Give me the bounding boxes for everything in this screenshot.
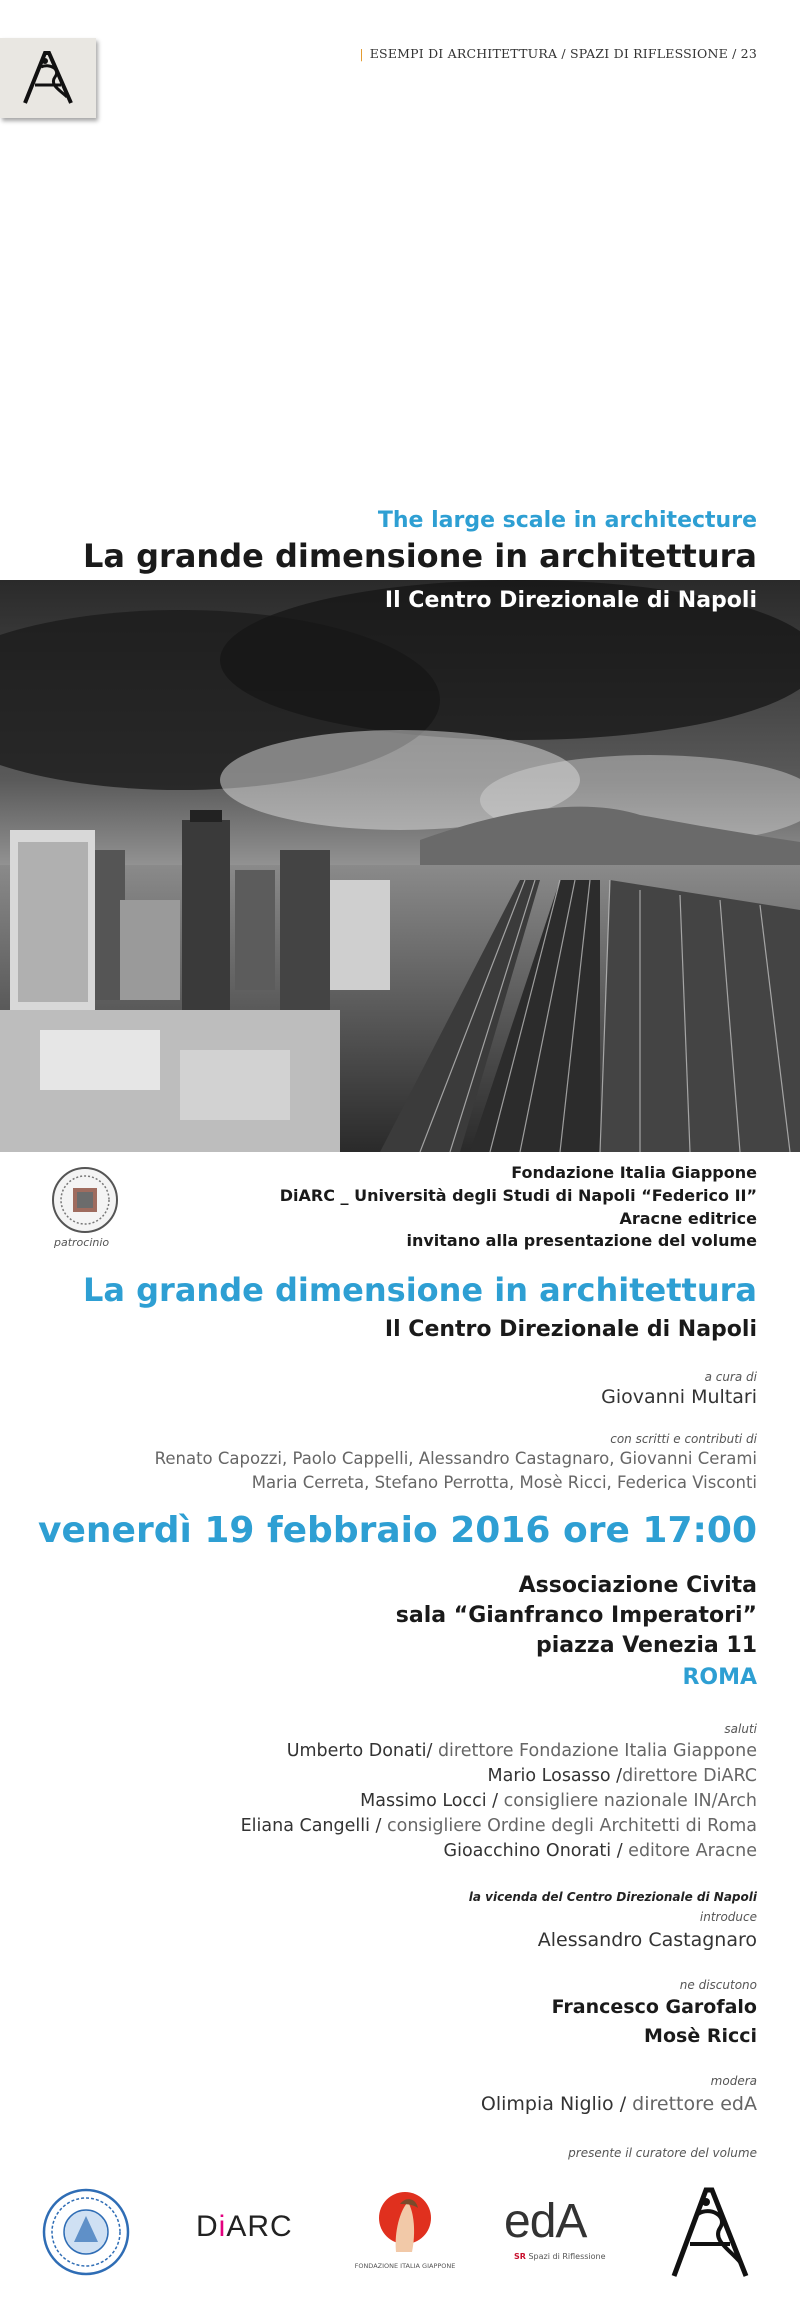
moderator-name: Olimpia Niglio / — [480, 2093, 633, 2115]
greeting-line — [287, 1741, 757, 1761]
greeting-name: Massimo Locci / — [360, 1791, 504, 1811]
fig-logo-text: FONDAZIONE ITALIA GIAPPONE — [354, 2262, 456, 2270]
discussant-name-1: Francesco Garofalo — [551, 1996, 757, 2018]
greeting-name: Mario Losasso / — [487, 1766, 623, 1786]
greetings-label: saluti — [724, 1722, 757, 1736]
discussant-name-2: Mosè Ricci — [644, 2025, 757, 2047]
venue-line-1: Associazione Civita — [518, 1573, 757, 1598]
publisher-logo-badge — [0, 38, 96, 118]
greeting-role: editore Aracne — [628, 1841, 757, 1861]
cover-title: La grande dimensione in architettura — [83, 537, 757, 575]
greeting-role: direttore DiARC — [622, 1766, 757, 1786]
eda-logo — [502, 2194, 612, 2274]
greeting-name: Gioacchino Onorati / — [443, 1841, 629, 1861]
organizer-line-4: invitano alla presentazione del volume — [406, 1231, 757, 1250]
moderator-line — [481, 2093, 757, 2115]
series-divider: | — [359, 46, 364, 61]
organizer-line-2: DiARC _ Università degli Studi di Napoli “Federico II” — [279, 1186, 757, 1205]
introducer-name: Alessandro Castagnaro — [537, 1929, 757, 1951]
introduce-label: introduce — [699, 1910, 757, 1924]
organizer-line-1: Fondazione Italia Giappone — [511, 1163, 757, 1182]
patronage-label: patrocinio — [54, 1236, 110, 1249]
authors-line-2: Maria Cerreta, Stefano Perrotta, Mosè Ricci, Federica Visconti — [251, 1473, 757, 1492]
aracne-a-footer-logo-icon — [666, 2182, 754, 2282]
eda-sub-text: Spazi di Riflessione — [525, 2252, 606, 2261]
greeting-line — [241, 1816, 757, 1836]
eda-logo-word: edA — [504, 2195, 587, 2248]
greeting-line — [488, 1766, 757, 1786]
footer-logos — [0, 2180, 800, 2290]
greeting-role: consigliere nazionale IN/Arch — [503, 1791, 757, 1811]
diarc-logo — [196, 2210, 293, 2244]
university-seal-icon — [42, 2188, 130, 2276]
greeting-line — [360, 1791, 757, 1811]
series-header — [359, 46, 757, 61]
aracne-a-logo-icon — [15, 45, 81, 111]
cover-photo — [0, 580, 800, 1152]
eda-sr: SR — [514, 2252, 526, 2261]
curator-present-note: presente il curatore del volume — [568, 2146, 757, 2160]
venue-line-3: piazza Venezia 11 — [535, 1633, 757, 1658]
greeting-name: Eliana Cangelli / — [240, 1816, 388, 1836]
moderator-role: direttore edA — [632, 2093, 757, 2115]
organizer-line-3: Aracne editrice — [619, 1209, 757, 1228]
diarc-logo-arc: ARC — [226, 2210, 293, 2243]
moderator-label: modera — [710, 2074, 757, 2088]
fig-emblem-icon — [350, 2182, 460, 2262]
greeting-name: Umberto Donati/ — [286, 1741, 433, 1761]
venue-line-2: sala “Gianfranco Imperatori” — [395, 1603, 757, 1628]
cover-caption: Il Centro Direzionale di Napoli — [384, 588, 757, 613]
discussants-label: ne discutono — [679, 1978, 757, 1992]
fondazione-italia-giappone-logo — [350, 2182, 460, 2282]
event-datetime: venerdì 19 febbraio 2016 ore 17:00 — [38, 1510, 757, 1551]
city-skyline-photo — [0, 580, 800, 1152]
greeting-role: consigliere Ordine degli Architetti di Roma — [387, 1816, 757, 1836]
diarc-logo-d: D — [196, 2210, 219, 2243]
curated-by-label: a cura di — [704, 1370, 757, 1384]
contributors-label: con scritti e contributi di — [610, 1432, 757, 1446]
greeting-role: direttore Fondazione Italia Giappone — [432, 1741, 757, 1761]
eda-logo-sub — [514, 2252, 606, 2261]
diarc-logo-i: i — [218, 2210, 227, 2243]
topic-label: la vicenda del Centro Direzionale di Napoli — [468, 1890, 757, 1904]
curator-name: Giovanni Multari — [601, 1386, 757, 1408]
patronage-seal-icon — [51, 1166, 119, 1234]
venue-city: ROMA — [682, 1665, 757, 1690]
book-title: La grande dimensione in architettura — [83, 1271, 757, 1309]
series-text: ESEMPI DI ARCHITETTURA / SPAZI DI RIFLESSIONE / 23 — [369, 46, 757, 61]
book-subtitle: Il Centro Direzionale di Napoli — [384, 1317, 757, 1342]
cover-subtitle-en: The large scale in architecture — [377, 508, 757, 533]
greeting-line — [444, 1841, 757, 1861]
authors-line-1: Renato Capozzi, Paolo Cappelli, Alessandro Castagnaro, Giovanni Cerami — [154, 1449, 757, 1468]
